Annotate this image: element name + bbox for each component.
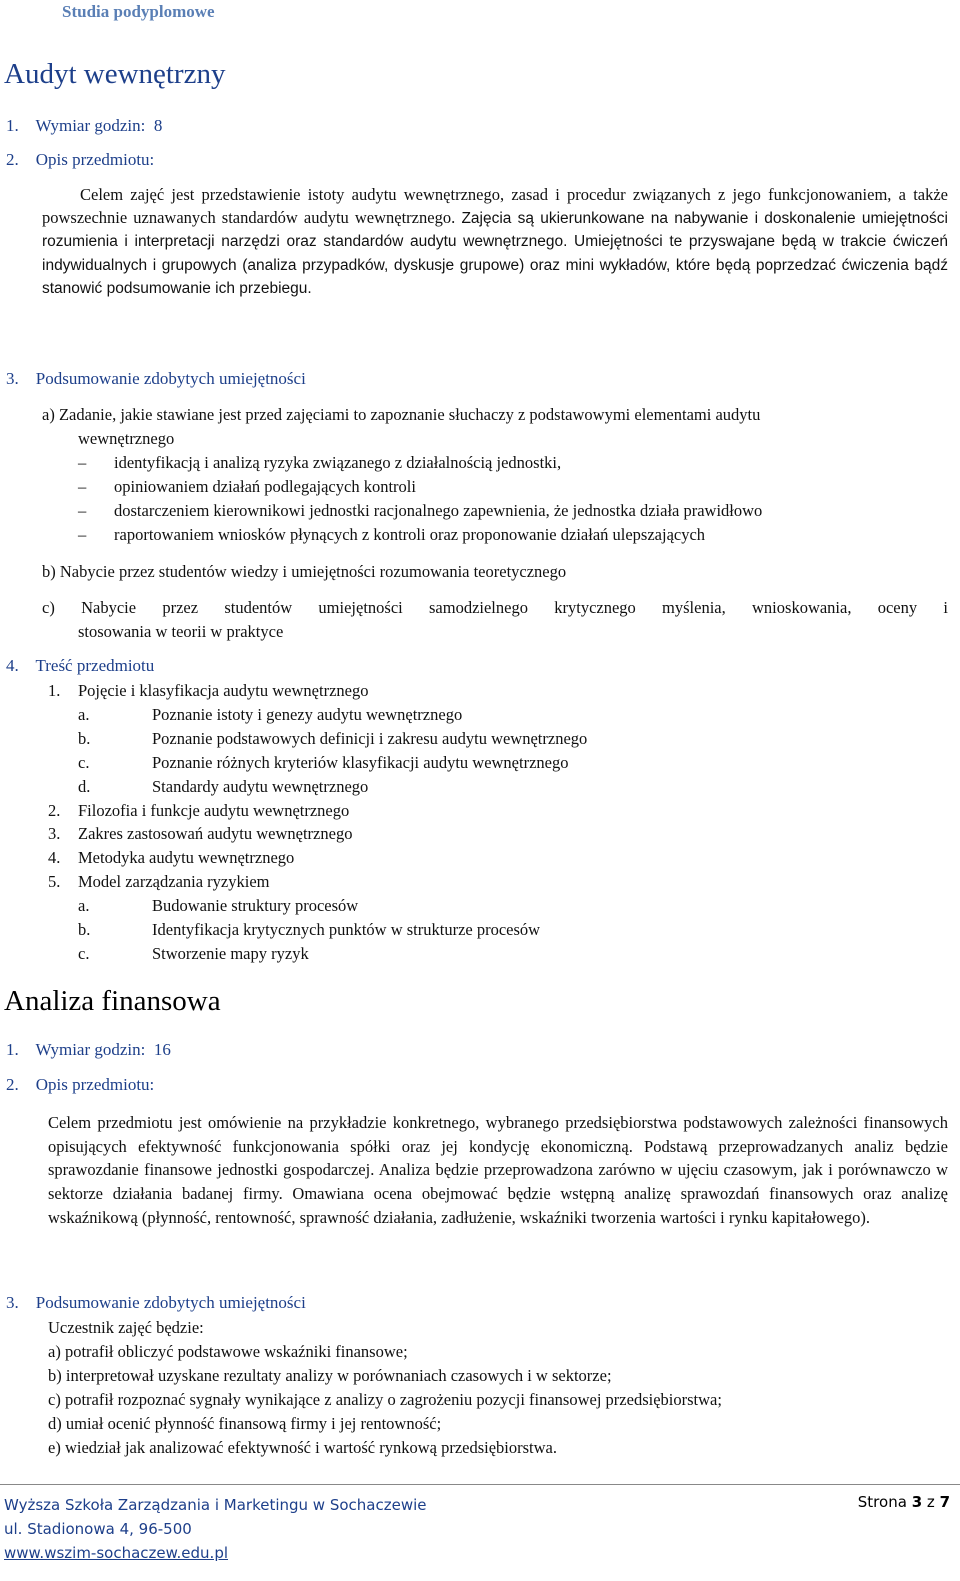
tresc-list-item <box>48 823 352 845</box>
footer-page-number: Strona 3 z 7 <box>857 1493 950 1511</box>
audyt-tresc-heading: 4. Treść przedmiotu <box>6 656 155 675</box>
footer-school: Wyższa Szkoła Zarządzania i Marketingu w Sochaczewie <box>4 1496 427 1514</box>
dash-item: – opiniowaniem działań podlegających kontroli <box>78 477 416 496</box>
tresc-list-item <box>78 752 568 774</box>
audyt-opis-heading: 2. Opis przedmiotu: <box>6 150 155 169</box>
tresc-list-item <box>48 847 294 869</box>
audyt-point-a-line1: a) Zadanie, jakie stawiane jest przed zajęciami to zapoznanie słuchaczy z podstawowymi elementami audytu <box>42 405 761 424</box>
tresc-list-item <box>78 919 540 941</box>
analiza-item: b) interpretował uzyskane rezultaty analizy w porównaniach czasowych i w sektorze; <box>48 1366 612 1385</box>
tresc-item-number: c. <box>78 943 90 963</box>
analiza-item: d) umiał ocenić płynność finansową firmy i jej rentowność; <box>48 1414 442 1433</box>
tresc-item-text: Poznanie różnych kryteriów klasyfikacji audytu wewnętrznego <box>152 752 569 772</box>
tresc-list-item <box>78 776 368 798</box>
tresc-item-text: Identyfikacja krytycznych punktów w strukturze procesów <box>152 920 541 939</box>
tresc-list-item <box>78 704 462 726</box>
audyt-point-c-line1: c) Nabycie przez studentów umiejętności samodzielnego krytycznego myślenia, wnioskowania, oceny i <box>42 598 948 617</box>
audyt-opis-paragraph: Celem zajęć jest przedstawienie istoty audytu wewnętrznego, zasad i procedur związanych z jego funkcjonowaniem, a także powszechnie uznawanych standardów audytu wewnętrznego. Zajęcia są ukierunkowane na nabywanie i doskonalenie umiejętności rozumienia i interpretacji narzędzi oraz standardów audytu wewnętrznego. Umiejętności te przyswajane będą w trakcie ćwiczeń indywidualnych i grupowych (analiza przypadków, dyskusje grupowe) oraz mini wykładów, które będą poprzedzać ćwiczenia bądź stanowić podsumowanie ich przebiegu. <box>42 185 948 297</box>
footer-contact <box>4 1493 427 1565</box>
analiza-item: a) potrafił obliczyć podstawowe wskaźniki finansowe; <box>48 1342 408 1361</box>
tresc-item-number: d. <box>78 776 91 796</box>
header-label: Studia podyplomowe <box>62 2 215 21</box>
tresc-list-item <box>48 800 349 822</box>
tresc-item-text: Pojęcie i klasyfikacja audytu wewnętrznego <box>78 681 369 700</box>
footer-divider <box>0 1484 960 1485</box>
footer-address: ul. Stadionowa 4, 96-500 <box>4 1520 192 1538</box>
tresc-item-text: Stworzenie mapy ryzyk <box>152 943 309 963</box>
analiza-intro: Uczestnik zajęć będzie: <box>48 1318 204 1337</box>
tresc-item-number: 2. <box>48 800 61 820</box>
tresc-item-number: 3. <box>48 824 61 844</box>
tresc-item-text: Model zarządzania ryzykiem <box>78 872 270 892</box>
tresc-item-number: 4. <box>48 848 61 868</box>
tresc-item-number: 1. <box>48 681 61 700</box>
section-title-audyt: Audyt wewnętrzny <box>4 58 226 90</box>
tresc-item-text: Metodyka audytu wewnętrznego <box>78 848 295 868</box>
tresc-item-number: a. <box>78 704 90 724</box>
analiza-item: c) potrafił rozpoznać sygnały wynikające z analizy o zagrożeniu pozycji finansowej przedsiębiorstwa; <box>48 1390 722 1409</box>
section-title-analiza: Analiza finansowa <box>4 985 221 1017</box>
tresc-item-number: 5. <box>48 872 61 892</box>
tresc-list-item <box>48 680 368 702</box>
analiza-opis-paragraph: Celem przedmiotu jest omówienie na przykładzie konkretnego, wybranego przedsiębiorstwa podstawowych zależności finansowych opisujących efektywność funkcjonowania spółki oraz jej kondycję ekonomiczną. Podstawą przeprowadzanych analiz będzie sprawozdanie finansowe jednostki gospodarczej. Analiza będzie przeprowadzona zarówno w ujęciu czasowym, jak i porównawczo w sektorze działania badanej firmy. Omawiana ocena obejmować będzie wstępną analizę sprawozdań finansowych oraz analizę wskaźnikową (płynność, rentowność, sprawność działania, zadłużenie, wskaźniki tworzenia wartości i rynku kapitałowego). <box>48 1113 948 1227</box>
tresc-list-item <box>78 895 358 917</box>
audyt-point-a-line2: wewnętrznego <box>78 429 175 448</box>
tresc-list-item <box>48 871 269 893</box>
tresc-list-item <box>78 728 587 750</box>
tresc-item-text: Poznanie podstawowych definicji i zakresu audytu wewnętrznego <box>152 728 588 748</box>
analiza-item: e) wiedział jak analizować efektywność i wartość rynkową przedsiębiorstwa. <box>48 1438 558 1457</box>
analiza-wymiar: 1. Wymiar godzin: 16 <box>6 1040 171 1059</box>
tresc-item-text: Budowanie struktury procesów <box>152 896 359 916</box>
analiza-podsumowanie-heading: 3. Podsumowanie zdobytych umiejętności <box>6 1293 306 1312</box>
audyt-wymiar: 1. Wymiar godzin: 8 <box>6 116 163 135</box>
tresc-item-text: Standardy audytu wewnętrznego <box>152 776 369 796</box>
tresc-item-number: b. <box>78 728 91 748</box>
audyt-podsumowanie-heading: 3. Podsumowanie zdobytych umiejętności <box>6 369 306 388</box>
tresc-item-number: c. <box>78 752 90 772</box>
dash-item: – dostarczeniem kierownikowi jednostki racjonalnego zapewnienia, że jednostka działa prawidłowo <box>78 501 763 520</box>
tresc-item-text: Poznanie istoty i genezy audytu wewnętrznego <box>152 704 463 724</box>
tresc-list-item <box>78 943 309 965</box>
tresc-item-text: Zakres zastosowań audytu wewnętrznego <box>78 824 353 844</box>
analiza-opis-heading: 2. Opis przedmiotu: <box>6 1075 155 1094</box>
audyt-point-c-line2: stosowania w teorii w praktyce <box>78 622 284 641</box>
dash-item: – identyfikacją i analizą ryzyka związanego z działalnością jednostki, <box>78 453 562 472</box>
tresc-item-number: a. <box>78 896 90 916</box>
tresc-item-number: b. <box>78 920 91 939</box>
footer-url-link[interactable]: www.wszim-sochaczew.edu.pl <box>4 1544 229 1562</box>
tresc-item-text: Filozofia i funkcje audytu wewnętrznego <box>78 800 350 820</box>
dash-item: – raportowaniem wniosków płynących z kontroli oraz proponowanie działań ulepszających <box>78 525 706 544</box>
audyt-point-b: b) Nabycie przez studentów wiedzy i umiejętności rozumowania teoretycznego <box>42 562 567 581</box>
